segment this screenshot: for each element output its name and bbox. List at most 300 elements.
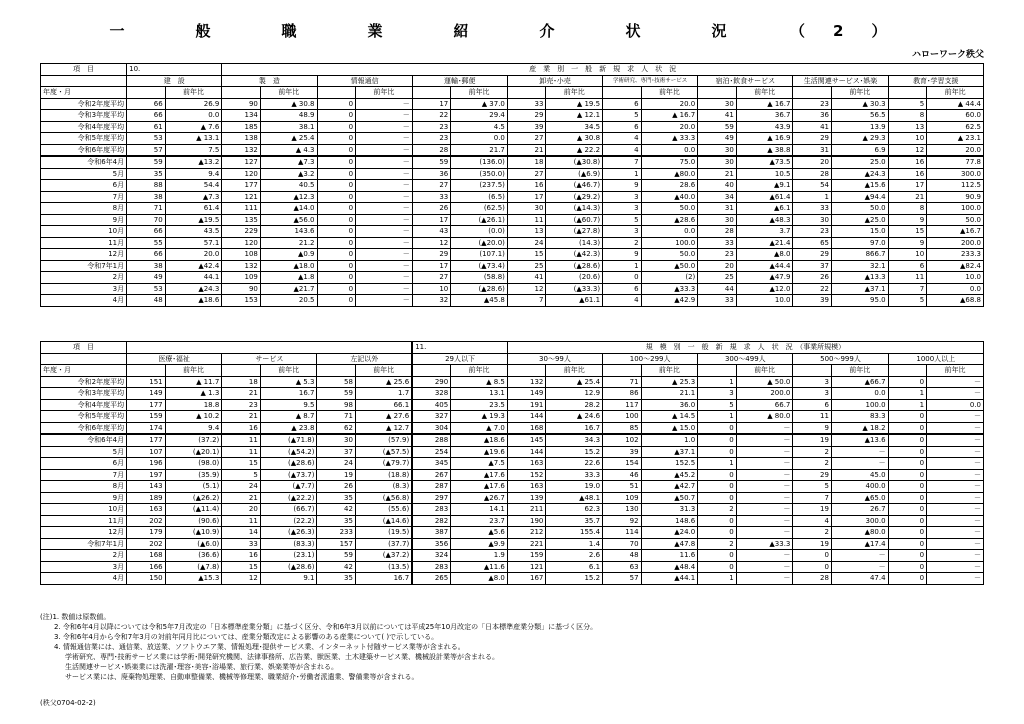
yoy-subheader: 前年比 — [641, 365, 698, 377]
cell: ▲14.0 — [260, 203, 317, 215]
cell: 33.3 — [546, 469, 603, 481]
cell: 49 — [698, 133, 737, 145]
footnote-line: 学術研究、専門･技術サービス業には学術･開発研究機関、法律事務所、広告業、獣医業、土木建築サービス業、機械設計業等が含まれる。 — [65, 653, 499, 661]
table-row — [41, 481, 984, 493]
cell: 20 — [698, 260, 737, 272]
cell: ▲13.6 — [831, 434, 888, 446]
cell: (▲6.0) — [165, 538, 222, 550]
cell: 55 — [127, 237, 166, 249]
cell: 40.5 — [260, 180, 317, 192]
cell: (▲29.2) — [546, 191, 603, 203]
cell: － — [927, 376, 984, 388]
cell: 145 — [507, 434, 546, 446]
cell: ▲80.0 — [831, 527, 888, 539]
cell: ▲50.7 — [641, 492, 698, 504]
row-label: 4月 — [41, 295, 127, 307]
cell: ▲50.0 — [641, 260, 698, 272]
cell: ▲21.4 — [736, 237, 793, 249]
cell: － — [927, 422, 984, 434]
cell: ▲21.7 — [260, 283, 317, 295]
cell: 18 — [222, 376, 261, 388]
cell: 13 — [888, 121, 927, 133]
cell: 109 — [603, 492, 642, 504]
cell: 44 — [698, 283, 737, 295]
cell: 35 — [127, 168, 166, 180]
cell: (136.0) — [451, 156, 508, 168]
cell: (18.8) — [355, 469, 412, 481]
table-row — [41, 434, 984, 446]
yoy-subheader: 前年比 — [736, 87, 793, 99]
cell: ▲3.2 — [260, 168, 317, 180]
cell: 0 — [317, 156, 356, 168]
cell: (▲14.3) — [546, 203, 603, 215]
cell: 59 — [317, 550, 356, 562]
cell: 21.7 — [451, 144, 508, 156]
cell: ▲ 8.5 — [451, 376, 508, 388]
corner-top: 項 目 — [41, 342, 127, 354]
cell: 159 — [507, 550, 546, 562]
cell: 20 — [222, 504, 261, 516]
cell: 21 — [222, 411, 261, 423]
cell: 328 — [412, 388, 451, 400]
cell: ▲ 4.3 — [260, 144, 317, 156]
cell: ▲16.7 — [927, 226, 984, 238]
cell: 61 — [127, 121, 166, 133]
cell: － — [927, 481, 984, 493]
cell: 100 — [603, 411, 642, 423]
cell: 43 — [412, 226, 451, 238]
cell: 34.5 — [546, 121, 603, 133]
row-label: 2月 — [41, 272, 127, 284]
cell: 17 — [412, 260, 451, 272]
cell: 109 — [222, 272, 261, 284]
cell: 21.2 — [260, 237, 317, 249]
cell: － — [356, 260, 413, 272]
row-label: 令和7年1月 — [41, 260, 127, 272]
cell: 1 — [793, 191, 832, 203]
cell: 33 — [222, 538, 261, 550]
row-label: 2月 — [41, 550, 127, 562]
cell: 16.7 — [260, 388, 317, 400]
count-subheader — [412, 365, 451, 377]
cell: 168 — [507, 422, 546, 434]
cell: 43.5 — [165, 226, 222, 238]
cell: ▲9.1 — [736, 180, 793, 192]
cell: ▲ 16.9 — [736, 133, 793, 145]
cell: 22 — [793, 283, 832, 295]
cell: 7 — [793, 492, 832, 504]
count-subheader — [507, 365, 546, 377]
cell: (▲14.6) — [355, 515, 412, 527]
cell: 400.0 — [831, 481, 888, 493]
table-row — [41, 492, 984, 504]
table-row — [41, 573, 984, 585]
cell: 0 — [888, 573, 927, 585]
cell: 32.1 — [831, 260, 888, 272]
cell: 287 — [412, 481, 451, 493]
table-row — [41, 110, 984, 122]
cell: (▲28.6) — [260, 561, 317, 573]
cell: － — [927, 538, 984, 550]
cell: 90 — [222, 98, 261, 110]
table-row — [41, 272, 984, 284]
cell: 66 — [127, 249, 166, 261]
cell: ▲44.1 — [641, 573, 698, 585]
count-subheader — [793, 87, 832, 99]
row-label: 10月 — [41, 504, 127, 516]
cell: ▲47.8 — [641, 538, 698, 550]
cell: 387 — [412, 527, 451, 539]
table-row — [41, 133, 984, 145]
cell: (▲27.8) — [546, 226, 603, 238]
cell: 98 — [317, 399, 356, 411]
cell: 15 — [888, 226, 927, 238]
table-row — [41, 203, 984, 215]
cell: 90 — [222, 283, 261, 295]
cell: 4 — [793, 515, 832, 527]
cell: 0 — [888, 515, 927, 527]
cell: ▲15.6 — [831, 180, 888, 192]
cell: － — [927, 458, 984, 470]
cell: 102 — [603, 434, 642, 446]
row-label: 6月 — [41, 458, 127, 470]
table-row — [41, 527, 984, 539]
cell: 0 — [888, 376, 927, 388]
cell: (62.5) — [451, 203, 508, 215]
cell: 17 — [412, 98, 451, 110]
cell: 0 — [888, 504, 927, 516]
cell: 211 — [507, 504, 546, 516]
cell: 19 — [793, 504, 832, 516]
cell: － — [356, 133, 413, 145]
yoy-subheader: 前年比 — [355, 365, 412, 377]
cell: 42 — [317, 504, 356, 516]
table-row — [41, 191, 984, 203]
cell: － — [831, 550, 888, 562]
cell: 177 — [222, 180, 261, 192]
cell: 15 — [507, 249, 546, 261]
cell: 59 — [127, 156, 166, 168]
cell: 62.3 — [546, 504, 603, 516]
cell: 46 — [603, 469, 642, 481]
cell: 43.9 — [736, 121, 793, 133]
cell: 153 — [222, 295, 261, 307]
table-row — [41, 237, 984, 249]
cell: 0 — [793, 550, 832, 562]
cell: ▲ 7.0 — [451, 422, 508, 434]
cell: 304 — [412, 422, 451, 434]
cell: 0 — [317, 237, 356, 249]
cell: ▲ 19.5 — [546, 98, 603, 110]
cell: 117 — [603, 399, 642, 411]
cell: ▲ 5.3 — [260, 376, 317, 388]
cell: ▲73.5 — [736, 156, 793, 168]
cell: 5 — [888, 295, 927, 307]
row-label: 10月 — [41, 226, 127, 238]
cell: ▲12.0 — [736, 283, 793, 295]
cell: ▲ 11.7 — [165, 376, 222, 388]
cell: (5.1) — [165, 481, 222, 493]
table-row — [41, 260, 984, 272]
cell: 1 — [603, 168, 642, 180]
cell: 2.6 — [546, 550, 603, 562]
cell: (▲33.3) — [546, 283, 603, 295]
cell: 111 — [222, 203, 261, 215]
cell: 20.0 — [641, 98, 698, 110]
cell: 0 — [317, 260, 356, 272]
cell: 0.0 — [831, 388, 888, 400]
cell: 15 — [222, 561, 261, 573]
count-subheader — [698, 365, 737, 377]
cell: 0 — [317, 272, 356, 284]
industry-header: 学術研究、専門･技術サービス — [603, 75, 698, 87]
cell: 0 — [888, 434, 927, 446]
cell: 15.0 — [831, 226, 888, 238]
cell: (▲6.9) — [546, 168, 603, 180]
cell: 37 — [793, 260, 832, 272]
count-subheader — [507, 87, 546, 99]
cell: 163 — [507, 481, 546, 493]
cell: － — [927, 561, 984, 573]
cell: 148.6 — [641, 515, 698, 527]
cell: 16 — [888, 156, 927, 168]
cell: 75.0 — [641, 156, 698, 168]
cell: 0 — [317, 144, 356, 156]
cell: 143.6 — [260, 226, 317, 238]
cell: 10 — [412, 283, 451, 295]
count-subheader — [603, 365, 642, 377]
cell: 34.3 — [546, 434, 603, 446]
cell: 49 — [127, 272, 166, 284]
cell: 66.1 — [355, 399, 412, 411]
cell: 1.0 — [641, 434, 698, 446]
cell: 100.0 — [831, 399, 888, 411]
cell: ▲6.1 — [736, 203, 793, 215]
cell: (13.5) — [355, 561, 412, 573]
row-label: 令和4年度平均 — [41, 121, 127, 133]
cell: 13.1 — [451, 388, 508, 400]
cell: 12 — [412, 237, 451, 249]
size-header: 300～499人 — [698, 353, 793, 365]
corner-mid — [41, 75, 127, 87]
cell: (2) — [641, 272, 698, 284]
cell: 24 — [222, 481, 261, 493]
cell: 11 — [222, 446, 261, 458]
cell: 0.0 — [165, 110, 222, 122]
cell: 26.7 — [831, 504, 888, 516]
cell: － — [736, 550, 793, 562]
cell: － — [927, 411, 984, 423]
cell: 11 — [507, 214, 546, 226]
cell: 130 — [603, 504, 642, 516]
cell: (▲22.2) — [260, 492, 317, 504]
cell: 54.4 — [165, 180, 222, 192]
count-subheader — [603, 87, 642, 99]
cell: 0 — [888, 561, 927, 573]
yoy-subheader: 前年比 — [546, 365, 603, 377]
row-label: 令和5年度平均 — [41, 133, 127, 145]
cell: 11 — [222, 434, 261, 446]
cell: － — [356, 110, 413, 122]
cell: 62.5 — [927, 121, 984, 133]
table-row — [41, 422, 984, 434]
cell: 5 — [603, 214, 642, 226]
yoy-subheader: 前年比 — [927, 87, 984, 99]
industry-header: 医療･福祉 — [127, 353, 222, 365]
cell: 37 — [317, 446, 356, 458]
cell: 28 — [793, 168, 832, 180]
cell: ▲5.6 — [451, 527, 508, 539]
cell: 57 — [127, 144, 166, 156]
cell: ▲7.5 — [451, 458, 508, 470]
cell: － — [736, 492, 793, 504]
cell: ▲ 16.7 — [641, 110, 698, 122]
cell: 0.0 — [641, 226, 698, 238]
cell: 283 — [412, 504, 451, 516]
cell: － — [927, 550, 984, 562]
cell: ▲ 80.0 — [736, 411, 793, 423]
cell: 77.8 — [927, 156, 984, 168]
cell: 100.0 — [641, 237, 698, 249]
cell: － — [356, 144, 413, 156]
cell: 24 — [507, 237, 546, 249]
cell: 0.0 — [927, 399, 984, 411]
cell: － — [356, 203, 413, 215]
row-label: 令和3年度平均 — [41, 388, 127, 400]
row-label: 7月 — [41, 191, 127, 203]
table-row — [41, 550, 984, 562]
cell: (98.0) — [165, 458, 222, 470]
cell: 0 — [698, 561, 737, 573]
cell: 2 — [793, 446, 832, 458]
cell: 120 — [222, 168, 261, 180]
row-label: 令和3年度平均 — [41, 110, 127, 122]
cell: － — [356, 237, 413, 249]
cell: 4 — [603, 295, 642, 307]
cell: ▲ 15.0 — [641, 422, 698, 434]
cell: 10.5 — [736, 168, 793, 180]
cell: (▲28.6) — [546, 260, 603, 272]
cell: 254 — [412, 446, 451, 458]
cell: 33 — [412, 191, 451, 203]
cell: 23 — [222, 399, 261, 411]
cell: 21.1 — [641, 388, 698, 400]
yoy-subheader: 前年比 — [356, 87, 413, 99]
cell: 4 — [603, 144, 642, 156]
cell: ▲24.3 — [831, 168, 888, 180]
cell: ▲28.6 — [641, 214, 698, 226]
section-number: 10. — [127, 64, 222, 76]
cell: 197 — [127, 469, 166, 481]
cell: 14 — [222, 527, 261, 539]
cell: 66 — [127, 110, 166, 122]
cell: 57 — [603, 573, 642, 585]
cell: 29 — [793, 133, 832, 145]
cell: 10 — [888, 133, 927, 145]
cell: (▲26.3) — [260, 527, 317, 539]
cell: 33 — [793, 203, 832, 215]
cell: 35.7 — [546, 515, 603, 527]
cell: ▲ 30.8 — [546, 133, 603, 145]
cell: 233 — [317, 527, 356, 539]
cell: 290 — [412, 376, 451, 388]
cell: (▲60.7) — [546, 214, 603, 226]
cell: 345 — [412, 458, 451, 470]
cell: 66 — [127, 226, 166, 238]
cell: ▲13.2 — [165, 156, 222, 168]
cell: 1.4 — [546, 538, 603, 550]
cell: 53 — [127, 283, 166, 295]
cell: 26.9 — [165, 98, 222, 110]
cell: 0 — [698, 434, 737, 446]
cell: 185 — [222, 121, 261, 133]
cell: 6 — [888, 260, 927, 272]
cell: 28 — [793, 573, 832, 585]
cell: 16 — [222, 550, 261, 562]
footnote-line: (注)1. 数値は原数値。 — [40, 613, 111, 621]
cell: 30 — [698, 156, 737, 168]
cell: 265 — [412, 573, 451, 585]
cell: 100.0 — [927, 203, 984, 215]
footnote-line: サービス業には、廃棄物処理業、自動車整備業、機械等修理業、職業紹介･労働者派遣業、警備業等が含まれる。 — [65, 673, 419, 681]
cell: 48 — [603, 550, 642, 562]
cell: 0 — [888, 469, 927, 481]
cell: 9 — [888, 214, 927, 226]
cell: 25.0 — [831, 156, 888, 168]
cell: ▲ 27.6 — [355, 411, 412, 423]
cell: 191 — [507, 399, 546, 411]
cell: (▲20.1) — [165, 446, 222, 458]
corner-mid — [41, 353, 127, 365]
cell: 38 — [127, 191, 166, 203]
cell: ▲ 37.0 — [451, 98, 508, 110]
cell: 138 — [222, 133, 261, 145]
yoy-subheader: 前年比 — [451, 365, 508, 377]
cell: (6.5) — [451, 191, 508, 203]
cell: 23 — [698, 249, 737, 261]
cell: 22.6 — [546, 458, 603, 470]
cell: (22.2) — [260, 515, 317, 527]
industry-header: 生活関連サービス･娯楽 — [793, 75, 888, 87]
industry-header: 教育･学習支援 — [888, 75, 983, 87]
row-label: 11月 — [41, 237, 127, 249]
cell: 42 — [317, 561, 356, 573]
table-row — [41, 249, 984, 261]
cell: ▲18.0 — [260, 260, 317, 272]
count-subheader — [222, 87, 261, 99]
cell: 163 — [507, 458, 546, 470]
cell: 0 — [888, 550, 927, 562]
footnotes — [40, 612, 597, 682]
cell: － — [736, 573, 793, 585]
cell: 0 — [317, 110, 356, 122]
cell: 0 — [317, 283, 356, 295]
yoy-subheader: 前年比 — [831, 87, 888, 99]
cell: 19 — [793, 538, 832, 550]
cell: 29 — [507, 110, 546, 122]
row-label: 令和6年4月 — [41, 156, 127, 168]
cell: 57.1 — [165, 237, 222, 249]
yoy-subheader: 前年比 — [927, 365, 984, 377]
cell: 97.0 — [831, 237, 888, 249]
cell: 0 — [317, 249, 356, 261]
cell: 35 — [317, 492, 356, 504]
cell: 65 — [793, 237, 832, 249]
cell: (▲7.7) — [260, 481, 317, 493]
cell: 36 — [412, 168, 451, 180]
cell: ▲12.3 — [260, 191, 317, 203]
cell: 3 — [603, 226, 642, 238]
